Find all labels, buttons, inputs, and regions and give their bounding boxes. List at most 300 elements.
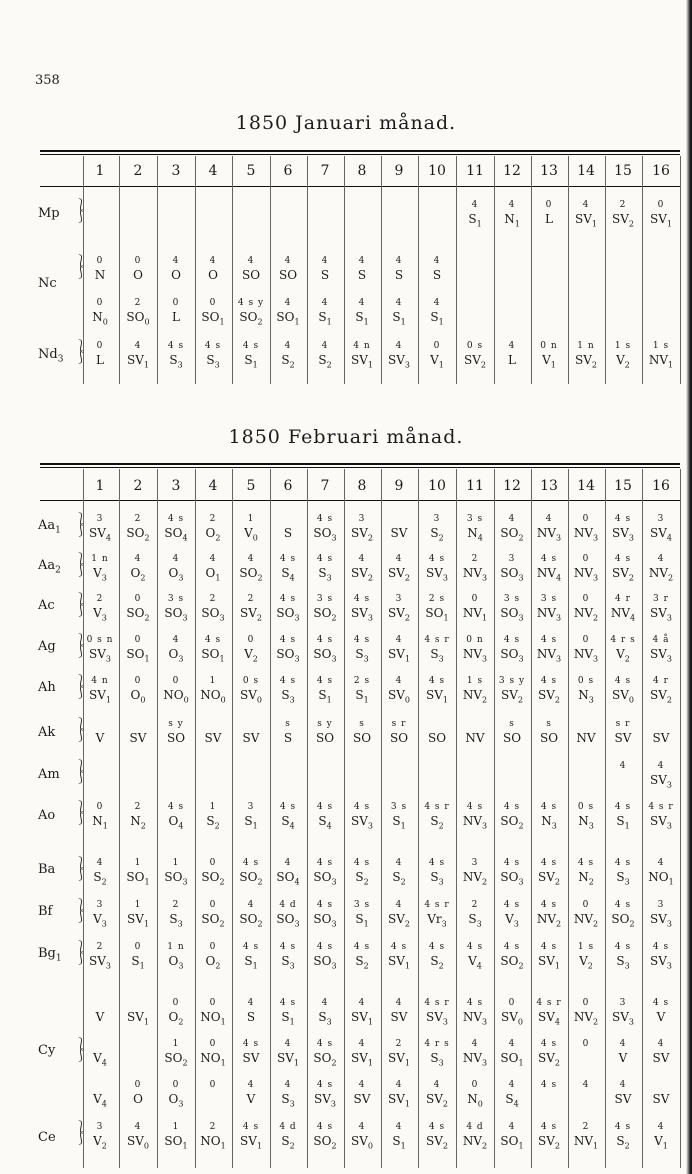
wind-direction: $SV_3$ — [351, 814, 373, 831]
wind-direction: SO — [427, 731, 447, 745]
wind-direction: V — [656, 1010, 666, 1024]
column-header: 15 — [614, 478, 632, 494]
wind-direction: $S_1$ — [392, 814, 406, 831]
observation-cell — [567, 339, 605, 370]
cloud-amount: 0 — [209, 298, 217, 308]
cloud-amount: 4 — [134, 1122, 142, 1132]
cloud-amount: 0 — [172, 1080, 180, 1090]
station-label — [38, 767, 60, 782]
wind-direction: $S_3$ — [169, 353, 183, 370]
cloud-amount: 0 — [209, 858, 217, 868]
observation-cell — [530, 996, 568, 1027]
wind-direction: $SO_1$ — [126, 647, 150, 664]
wind-direction: $N_1$ — [504, 212, 520, 229]
observation-cell — [642, 1078, 680, 1106]
observation-cell — [418, 1037, 456, 1068]
column-header: 10 — [428, 163, 446, 179]
observation-cell — [119, 1078, 157, 1106]
observation-cell — [81, 1078, 119, 1109]
observation-cell — [530, 717, 568, 745]
wind-direction: $V_4$ — [93, 1051, 107, 1068]
wind-direction: $SO_3$ — [313, 954, 337, 971]
cloud-amount — [456, 717, 494, 731]
observation-cell — [81, 940, 119, 971]
observation-cell — [380, 296, 418, 327]
column-header: 13 — [540, 163, 558, 179]
cloud-amount: 4 n — [91, 676, 109, 686]
observation-cell — [81, 633, 119, 664]
cloud-amount: 4 — [619, 1080, 627, 1090]
cloud-amount: 4 s — [242, 942, 260, 952]
wind-direction: O — [133, 1092, 143, 1106]
wind-direction: $V_2$ — [579, 954, 593, 971]
observation-cell — [119, 996, 157, 1027]
wind-direction: $N_0$ — [92, 310, 108, 327]
cloud-amount — [567, 717, 605, 731]
cloud-amount: 4 s — [614, 554, 632, 564]
column-header: 6 — [283, 478, 293, 494]
cloud-amount: 4 — [582, 1080, 590, 1090]
cloud-amount: 4 s — [466, 802, 484, 812]
table-rule — [40, 150, 680, 152]
wind-direction — [604, 773, 642, 787]
wind-direction: SV — [652, 1051, 670, 1065]
wind-direction: $SV_2$ — [575, 353, 597, 370]
cloud-amount: 4 s — [466, 942, 484, 952]
observation-cell — [194, 296, 232, 327]
observation-cell — [418, 592, 456, 623]
cloud-amount: 3 — [247, 802, 255, 812]
observation-cell — [456, 717, 494, 745]
cloud-amount: 3 — [433, 514, 441, 524]
wind-direction: $S_1$ — [244, 954, 258, 971]
observation-cell — [456, 856, 494, 887]
cloud-amount: 4 — [619, 1039, 627, 1049]
cloud-amount: 4 s — [279, 594, 297, 604]
wind-direction: N — [94, 268, 106, 282]
observation-cell — [567, 1037, 605, 1065]
cloud-amount: 1 — [209, 676, 217, 686]
observation-cell — [380, 552, 418, 583]
observation-cell — [343, 940, 381, 971]
observation-cell — [81, 898, 119, 929]
cloud-amount: 4 s — [503, 942, 521, 952]
observation-cell — [119, 800, 157, 831]
column-header: 16 — [652, 478, 670, 494]
cloud-amount: 4 — [134, 554, 142, 564]
wind-direction: $SV_1$ — [351, 1010, 373, 1027]
cloud-amount: 1 n — [167, 942, 185, 952]
station-code: Ak — [38, 725, 56, 740]
observation-cell — [157, 552, 195, 583]
observation-cell — [456, 512, 494, 543]
wind-direction: $SV_1$ — [127, 353, 149, 370]
cloud-amount: s y — [168, 719, 184, 729]
cloud-amount: 4 — [395, 1080, 403, 1090]
observation-cell — [642, 592, 680, 623]
cloud-amount: 3 — [96, 514, 104, 524]
wind-direction: $S_3$ — [468, 912, 482, 929]
cloud-amount: 4 s — [279, 942, 297, 952]
cloud-amount: 4 s — [242, 858, 260, 868]
cloud-amount: 3 s — [353, 900, 371, 910]
observation-cell — [306, 1037, 344, 1068]
observation-cell — [194, 856, 232, 887]
observation-cell — [493, 633, 531, 664]
observation-cell — [493, 1078, 531, 1109]
observation-cell — [604, 856, 642, 887]
station-label — [38, 808, 55, 823]
observation-cell — [194, 1120, 232, 1151]
cloud-amount — [380, 512, 418, 526]
observation-cell — [380, 800, 418, 831]
observation-cell — [380, 856, 418, 887]
observation-cell — [530, 800, 568, 831]
wind-direction: SV — [353, 1092, 371, 1106]
wind-direction: $SO_4$ — [164, 526, 188, 543]
cloud-amount: 0 — [96, 298, 104, 308]
cloud-amount: 4 — [657, 858, 665, 868]
cloud-amount: 0 — [134, 594, 142, 604]
observation-cell — [306, 996, 344, 1027]
cloud-amount: 4 å — [652, 635, 670, 645]
wind-direction: $SV_2$ — [612, 212, 634, 229]
row-brace-icon: ⎱ ⎰ — [75, 759, 88, 784]
cloud-amount: 4 s — [540, 802, 558, 812]
wind-direction: $NV_1$ — [462, 606, 488, 623]
wind-direction: $SO_2$ — [126, 606, 150, 623]
cloud-amount: 4 — [508, 1039, 516, 1049]
wind-direction: $SO_2$ — [239, 870, 263, 887]
observation-cell — [232, 940, 270, 971]
wind-direction: $SV_2$ — [650, 688, 672, 705]
wind-direction: $N_2$ — [130, 814, 146, 831]
cloud-amount: 4 — [247, 1080, 255, 1090]
cloud-amount — [194, 717, 232, 731]
cloud-amount: 4 s — [540, 554, 558, 564]
station-code: Ce — [38, 1130, 56, 1145]
cloud-amount: 0 — [172, 676, 180, 686]
observation-cell — [306, 339, 344, 370]
wind-direction: $SV_2$ — [538, 1134, 560, 1151]
cloud-amount: 4 s — [540, 900, 558, 910]
column-header: 16 — [652, 163, 670, 179]
observation-cell — [456, 1120, 494, 1151]
cloud-amount: 4 — [395, 676, 403, 686]
observation-cell — [194, 1078, 232, 1106]
observation-cell — [567, 674, 605, 705]
wind-direction: $SO_1$ — [201, 310, 225, 327]
observation-cell — [232, 592, 270, 623]
station-code: Cy — [38, 1043, 56, 1058]
station-code: Mp — [38, 206, 60, 221]
cloud-amount: 4 r s — [610, 635, 636, 645]
wind-direction: $S_2$ — [355, 870, 369, 887]
observation-cell — [119, 633, 157, 664]
cloud-amount: 4 — [619, 761, 627, 771]
wind-direction: $S_1$ — [392, 310, 406, 327]
observation-cell — [456, 674, 494, 705]
wind-direction: $SV_2$ — [388, 566, 410, 583]
station-code: Aa — [38, 558, 56, 573]
cloud-amount: 4 — [395, 858, 403, 868]
wind-direction: $V_4$ — [468, 954, 482, 971]
wind-direction: $N_2$ — [578, 870, 594, 887]
wind-direction: $NO_1$ — [200, 1134, 226, 1151]
observation-cell — [604, 592, 642, 623]
wind-direction: $SO_3$ — [164, 606, 188, 623]
wind-direction: $NV_1$ — [573, 1134, 599, 1151]
wind-direction: $SV_4$ — [538, 1010, 560, 1027]
wind-direction: $SO_3$ — [313, 647, 337, 664]
wind-direction: $S_2$ — [281, 1134, 295, 1151]
cloud-amount: 4 — [284, 858, 292, 868]
cloud-amount: 0 s — [577, 676, 595, 686]
cloud-amount: 3 — [96, 1122, 104, 1132]
observation-cell — [530, 856, 568, 887]
cloud-amount: 4 s — [540, 1122, 558, 1132]
observation-cell — [530, 633, 568, 664]
wind-direction: $O_1$ — [205, 566, 221, 583]
wind-direction: $SV_3$ — [650, 773, 672, 790]
wind-direction: $NO_1$ — [200, 1051, 226, 1068]
observation-cell — [343, 1078, 381, 1106]
wind-direction: $V_0$ — [244, 526, 258, 543]
cloud-amount: 2 — [209, 594, 217, 604]
cloud-amount: 3 — [96, 900, 104, 910]
wind-direction: $S_2$ — [318, 353, 332, 370]
cloud-amount: 3 r — [653, 594, 669, 604]
cloud-amount: 4 — [395, 900, 403, 910]
wind-direction: $S_2$ — [355, 954, 369, 971]
observation-cell — [343, 633, 381, 664]
observation-cell — [604, 512, 642, 543]
cloud-amount: 4 s — [540, 635, 558, 645]
observation-cell — [306, 592, 344, 623]
wind-direction: $SV_2$ — [351, 526, 373, 543]
wind-direction: $SO_2$ — [201, 912, 225, 929]
observation-cell — [530, 898, 568, 929]
observation-cell — [119, 254, 157, 282]
wind-direction: $SV_0$ — [127, 1134, 149, 1151]
wind-direction: $O_3$ — [168, 954, 184, 971]
observation-cell — [269, 856, 307, 887]
wind-direction: $SV_2$ — [351, 566, 373, 583]
cloud-amount: s — [285, 719, 291, 729]
observation-cell — [530, 1037, 568, 1068]
column-header: 1 — [95, 478, 105, 494]
wind-direction: $SO_3$ — [313, 526, 337, 543]
wind-direction: SV — [242, 731, 260, 745]
cloud-amount — [81, 1037, 119, 1051]
cloud-amount: 4 — [284, 298, 292, 308]
station-label — [38, 206, 60, 221]
wind-direction: $NV_2$ — [573, 1010, 599, 1027]
cloud-amount: 4 s — [503, 858, 521, 868]
cloud-amount: 2 — [172, 900, 180, 910]
cloud-amount: 0 — [508, 998, 516, 1008]
observation-cell — [343, 717, 381, 745]
row-brace-icon: ⎱ ⎰ — [75, 552, 88, 577]
cloud-amount — [81, 717, 119, 731]
wind-direction: $NV_3$ — [573, 526, 599, 543]
observation-cell — [157, 1078, 195, 1109]
observation-cell — [567, 996, 605, 1027]
cloud-amount: s r — [391, 719, 407, 729]
column-header: 4 — [208, 478, 218, 494]
cloud-amount: 4 s — [279, 554, 297, 564]
wind-direction: $O_3$ — [168, 1092, 184, 1109]
wind-direction: $NV_1$ — [648, 353, 674, 370]
cloud-amount: 0 — [433, 341, 441, 351]
wind-direction: L — [172, 310, 180, 324]
wind-direction: SO — [166, 731, 186, 745]
cloud-amount: 3 — [657, 514, 665, 524]
wind-direction: $SV_2$ — [426, 1092, 448, 1109]
row-brace-icon: ⎱ ⎰ — [75, 339, 88, 364]
cloud-amount: 4 — [657, 1039, 665, 1049]
cloud-amount: 3 s y — [498, 676, 526, 686]
wind-direction: V — [95, 731, 105, 745]
wind-direction: SV — [390, 1010, 408, 1024]
wind-direction: SO — [352, 731, 372, 745]
observation-cell — [306, 552, 344, 583]
column-header: 3 — [171, 478, 181, 494]
wind-direction: SV — [242, 1051, 260, 1065]
observation-cell — [493, 717, 531, 745]
wind-direction: $SV_3$ — [650, 912, 672, 929]
observation-cell — [306, 512, 344, 543]
cloud-amount: 4 — [321, 298, 329, 308]
observation-cell — [81, 856, 119, 887]
observation-cell — [642, 198, 680, 229]
cloud-amount: 4 — [508, 200, 516, 210]
observation-cell — [642, 856, 680, 887]
cloud-amount: 4 s — [353, 594, 371, 604]
observation-cell — [567, 856, 605, 887]
cloud-amount: 2 — [96, 942, 104, 952]
cloud-amount: 0 — [657, 200, 665, 210]
wind-direction: $SO_2$ — [313, 1134, 337, 1151]
observation-cell — [493, 1037, 531, 1068]
wind-direction: L — [545, 212, 553, 226]
wind-direction: $SO_1$ — [276, 310, 300, 327]
observation-cell — [418, 1078, 456, 1109]
station-code: Ao — [38, 808, 56, 823]
observation-cell — [530, 674, 568, 705]
cloud-amount: 4 s — [167, 514, 185, 524]
cloud-amount: 4 r s — [424, 1039, 450, 1049]
wind-direction: $SV_3$ — [650, 647, 672, 664]
cloud-amount: 4 s — [614, 942, 632, 952]
column-header: 7 — [320, 163, 330, 179]
wind-direction: SO — [315, 731, 335, 745]
wind-direction: NV — [576, 731, 596, 745]
table-rule — [40, 500, 680, 501]
observation-cell — [269, 592, 307, 623]
cloud-amount: 0 s — [242, 676, 260, 686]
cloud-amount: 4 — [433, 298, 441, 308]
observation-cell — [380, 1120, 418, 1151]
wind-direction: $SV_3$ — [612, 1010, 634, 1027]
station-subscript: 1 — [55, 953, 62, 964]
cloud-amount: 1 — [172, 1122, 180, 1132]
observation-cell — [306, 296, 344, 327]
cloud-amount — [81, 996, 119, 1010]
wind-direction: $SV_0$ — [501, 1010, 523, 1027]
station-code: Ac — [38, 598, 55, 613]
wind-direction: $SV_1$ — [388, 1092, 410, 1109]
cloud-amount: 4 s — [540, 676, 558, 686]
wind-direction: $SV_2$ — [501, 688, 523, 705]
cloud-amount: 0 s — [577, 802, 595, 812]
cloud-amount: 1 n — [577, 341, 595, 351]
observation-cell — [232, 898, 270, 929]
column-header: 4 — [208, 163, 218, 179]
wind-direction: O — [171, 268, 181, 282]
observation-cell — [81, 339, 119, 367]
row-brace-icon: ⎱ ⎰ — [75, 592, 88, 617]
wind-direction: $NV_3$ — [573, 647, 599, 664]
cloud-amount — [269, 512, 307, 526]
cloud-amount: 1 s — [466, 676, 484, 686]
cloud-amount: 3 — [471, 858, 479, 868]
cloud-amount: s — [546, 719, 552, 729]
cloud-amount — [232, 717, 270, 731]
cloud-amount: 2 — [471, 554, 479, 564]
observation-cell — [343, 512, 381, 543]
wind-direction: $SO_3$ — [500, 606, 524, 623]
wind-direction: $S_1$ — [244, 353, 258, 370]
wind-direction: $SO_1$ — [500, 1134, 524, 1151]
cloud-amount: 4 — [508, 341, 516, 351]
wind-direction: $SO_2$ — [313, 606, 337, 623]
wind-direction: S — [246, 1010, 256, 1024]
cloud-amount: 4 s — [652, 998, 670, 1008]
wind-direction: V — [246, 1092, 256, 1106]
wind-direction: $NO_1$ — [648, 870, 674, 887]
station-label — [38, 680, 56, 695]
observation-cell — [530, 940, 568, 971]
observation-cell — [456, 898, 494, 929]
observation-cell — [232, 1120, 270, 1151]
observation-cell — [119, 512, 157, 543]
column-header: 11 — [466, 478, 484, 494]
cloud-amount: 0 — [582, 514, 590, 524]
cloud-amount: s r — [615, 719, 631, 729]
cloud-amount: 4 — [358, 298, 366, 308]
wind-direction: $S_2$ — [392, 870, 406, 887]
cloud-amount: 4 s — [316, 1039, 334, 1049]
cloud-amount: 2 — [582, 1122, 590, 1132]
wind-direction: $SO_4$ — [276, 870, 300, 887]
cloud-amount: 0 — [545, 200, 553, 210]
station-subscript: 3 — [57, 354, 64, 365]
wind-direction: $V_1$ — [542, 353, 556, 370]
observation-cell — [119, 856, 157, 887]
observation-cell — [343, 592, 381, 623]
observation-cell — [194, 339, 232, 370]
observation-cell — [380, 674, 418, 705]
observation-cell — [269, 1120, 307, 1151]
wind-direction: $O_2$ — [205, 526, 221, 543]
observation-cell — [343, 552, 381, 583]
wind-direction: SV — [614, 1092, 632, 1106]
wind-direction: $S_3$ — [169, 912, 183, 929]
column-header: 14 — [577, 478, 595, 494]
cloud-amount: 2 — [134, 802, 142, 812]
observation-cell — [306, 800, 344, 831]
